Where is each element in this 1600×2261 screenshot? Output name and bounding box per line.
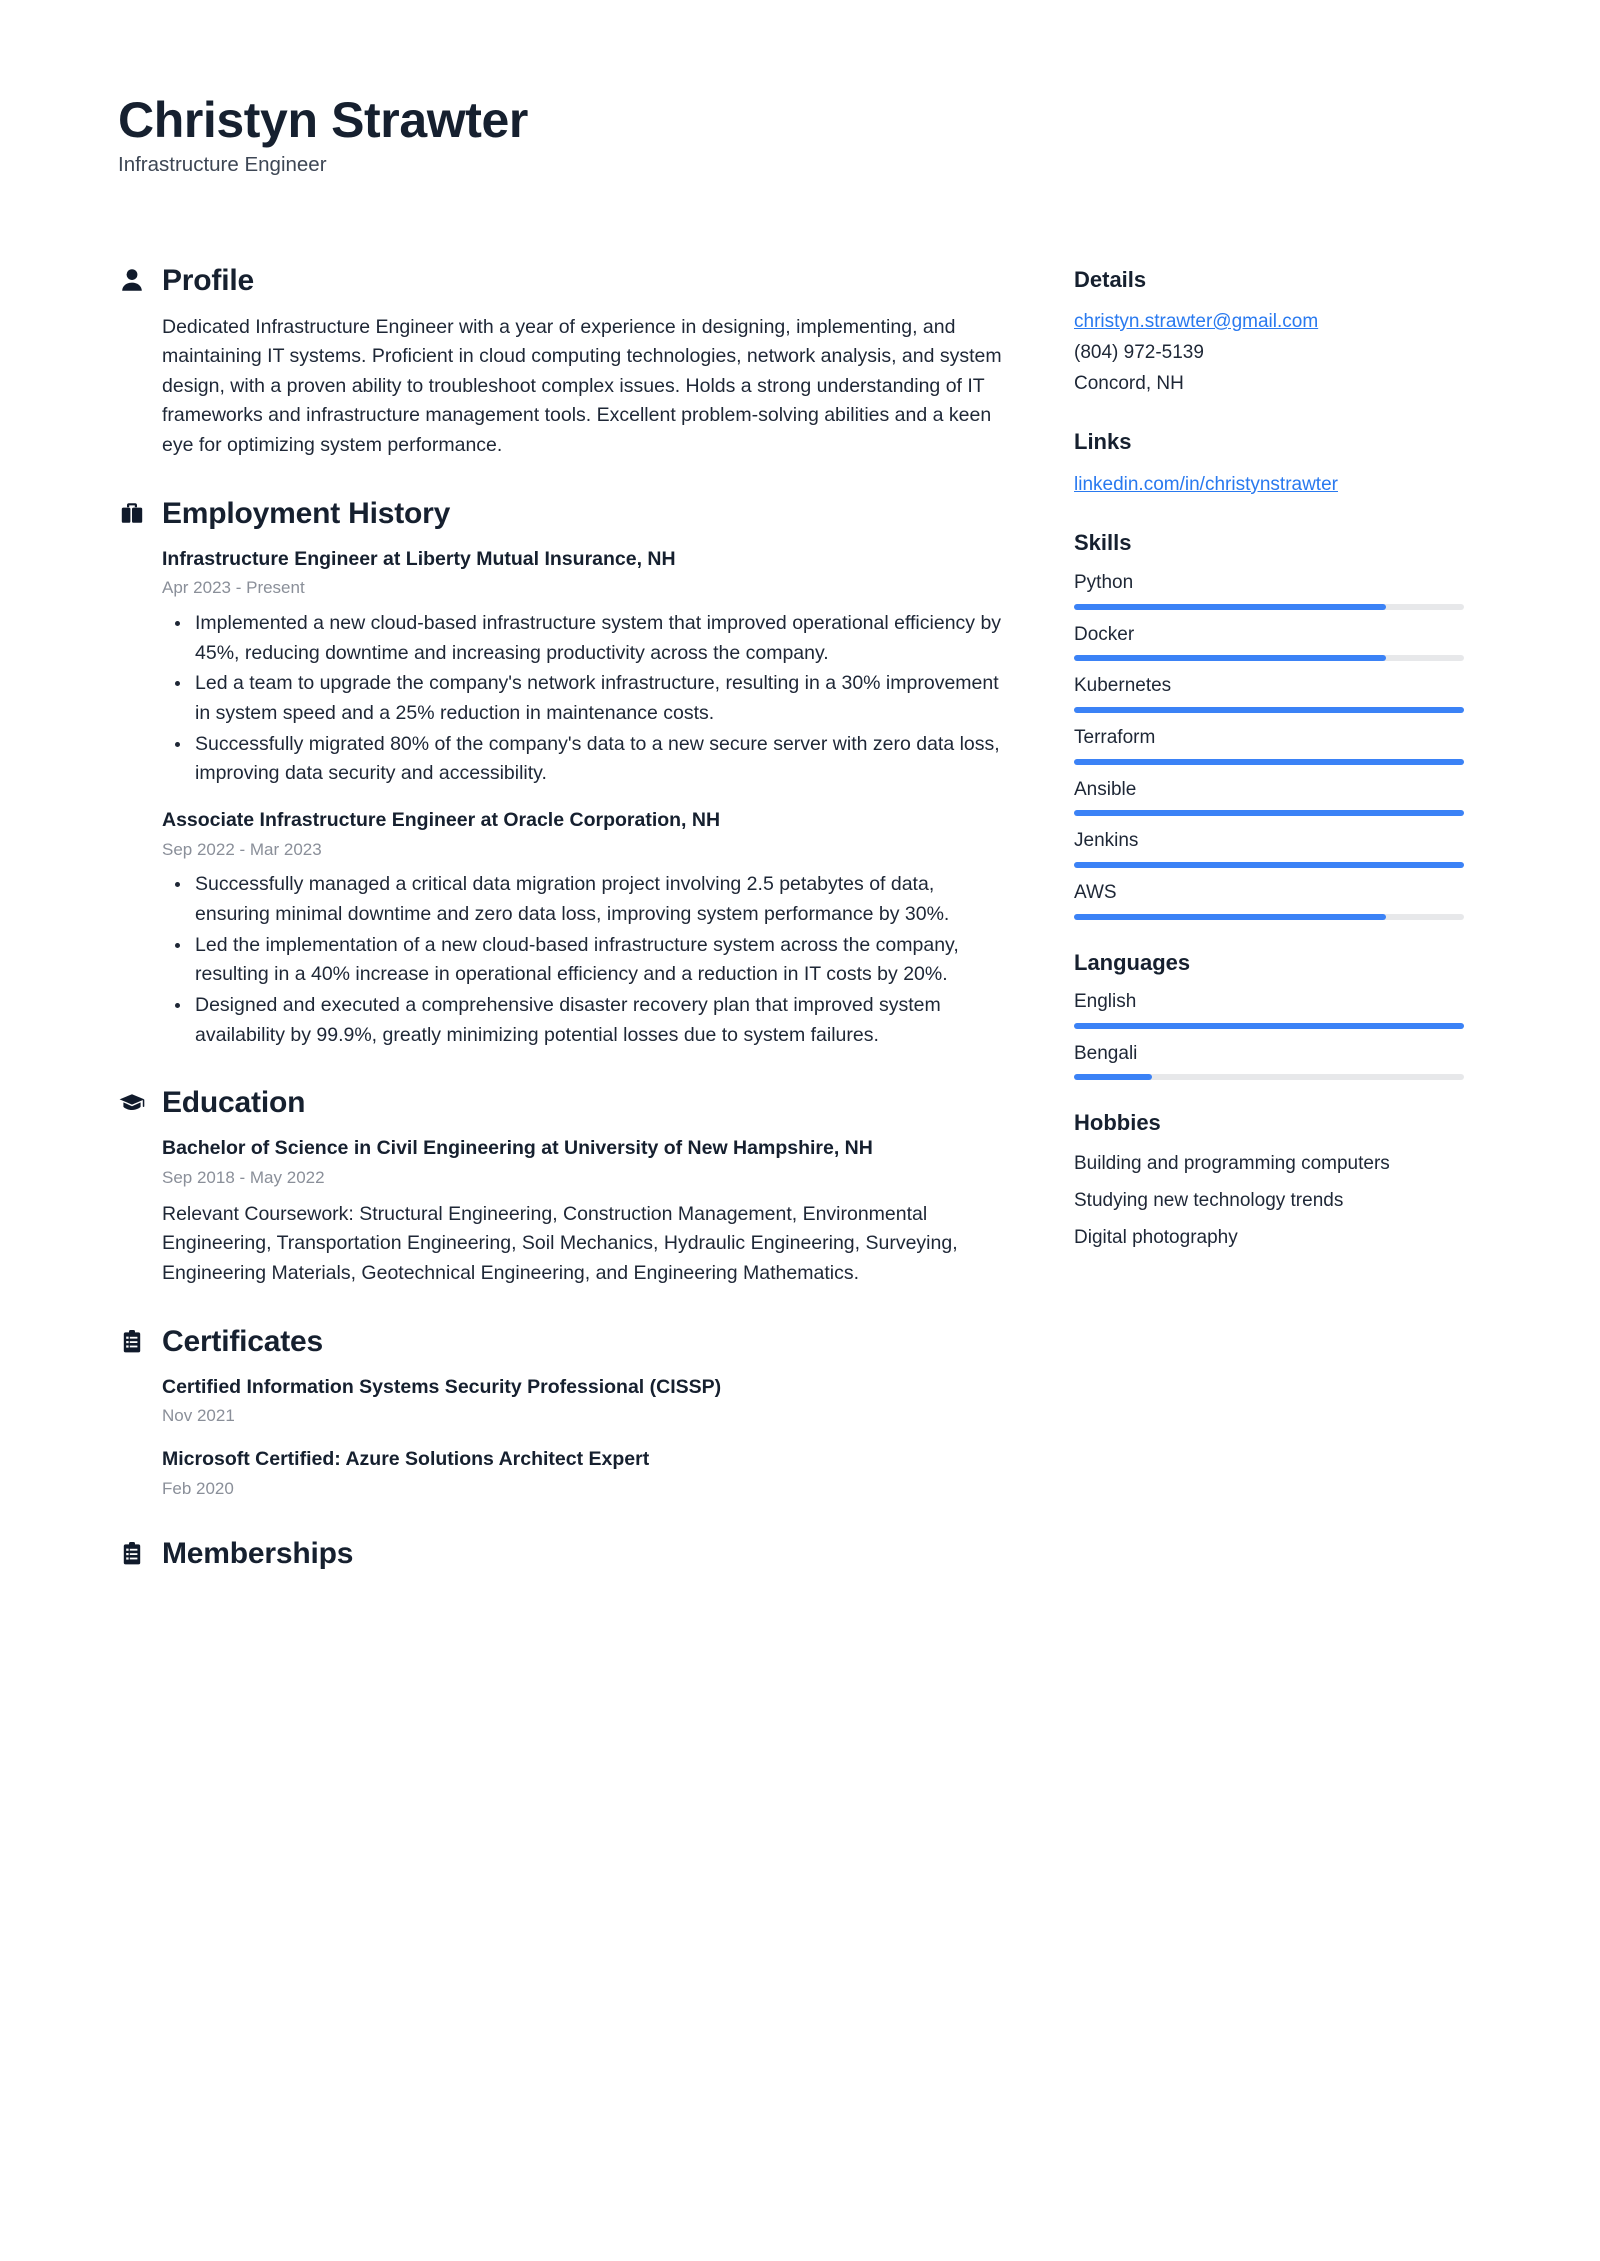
language-bar-fill [1074, 1023, 1464, 1029]
sidebar-links [1074, 429, 1464, 500]
skill-label: Ansible [1074, 778, 1137, 800]
main-column [118, 264, 1008, 1606]
skill-bar-track [1074, 810, 1464, 816]
linkedin-link[interactable]: linkedin.com/in/christynstrawter [1074, 473, 1338, 495]
skill-row [1074, 881, 1464, 920]
hobby-item: Studying new technology trends [1074, 1190, 1344, 1212]
skill-label: AWS [1074, 881, 1117, 903]
skill-label: Terraform [1074, 726, 1156, 748]
skill-bar-track [1074, 914, 1464, 920]
section-education-header [118, 1086, 1008, 1119]
hobby-item: Building and programming computers [1074, 1152, 1390, 1174]
sidebar-languages [1074, 950, 1464, 1081]
skill-bar-fill [1074, 707, 1464, 713]
section-employment-title: Employment History [162, 496, 451, 530]
section-employment-header [118, 497, 1008, 530]
candidate-job-title: Infrastructure Engineer [118, 153, 327, 176]
skill-label: Jenkins [1074, 830, 1139, 852]
resume-body [118, 264, 1482, 1606]
language-bar-track [1074, 1023, 1464, 1029]
sidebar-languages-title: Languages [1074, 949, 1191, 975]
skill-bar-track [1074, 759, 1464, 765]
skill-bar-fill [1074, 810, 1464, 816]
skill-label: Python [1074, 571, 1134, 593]
language-bar-track [1074, 1074, 1464, 1080]
language-label: English [1074, 991, 1137, 1013]
skill-bar-track [1074, 655, 1464, 661]
certificate-entry-date: Nov 2021 [162, 1406, 235, 1426]
education-entry-date: Sep 2018 - May 2022 [162, 1167, 325, 1187]
language-bar-fill [1074, 1074, 1152, 1080]
employment-entry-date: Sep 2022 - Mar 2023 [162, 839, 322, 859]
location-text: Concord, NH [1074, 372, 1184, 394]
section-education [118, 1086, 1008, 1288]
certificate-entry-title: Microsoft Certified: Azure Solutions Architect Expert [162, 1448, 650, 1471]
email-link[interactable]: christyn.strawter@gmail.com [1074, 310, 1319, 332]
sidebar-hobbies [1074, 1110, 1464, 1251]
section-memberships-header [118, 1537, 1008, 1570]
skill-bar-fill [1074, 914, 1386, 920]
employment-entry-title: Associate Infrastructure Engineer at Oracle Corporation, NH [162, 808, 721, 831]
certificate-entry [162, 1446, 1008, 1500]
sidebar-column [1074, 264, 1464, 1282]
section-memberships [118, 1537, 1008, 1570]
education-entry [162, 1135, 1008, 1288]
section-employment [118, 497, 1008, 1050]
sidebar-skills [1074, 530, 1464, 919]
skill-row [1074, 571, 1464, 610]
list-item: Led a team to upgrade the company's network infrastructure, resulting in a 30% improvement in system speed and a 25% reduction in maintenance costs. [162, 669, 1008, 728]
education-entry-description: Relevant Coursework: Structural Engineering, Construction Management, Environmental Engineering, Transportation Engineering, Soil Mechanics, Hydraulic Engineering, Surveying, Engineering Materials, Geotechnical Engineering, and Engineering Mathematics. [162, 1202, 958, 1284]
skill-row [1074, 674, 1464, 713]
education-entry-title: Bachelor of Science in Civil Engineering at University of New Hampshire, NH [162, 1137, 873, 1160]
certificate-entry [162, 1374, 1008, 1428]
sidebar-hobbies-title: Hobbies [1074, 1110, 1161, 1136]
list-item: Successfully managed a critical data migration project involving 2.5 petabytes of data, ensuring minimal downtime and zero data loss, improving system performance by 30%. [162, 870, 1008, 929]
skill-row [1074, 726, 1464, 765]
skill-bar-track [1074, 707, 1464, 713]
section-profile [118, 264, 1008, 461]
section-certificates-title: Certificates [162, 1324, 324, 1358]
sidebar-skills-title: Skills [1074, 530, 1132, 556]
employment-entry-bullets [162, 609, 1008, 789]
clipboard-icon [118, 1327, 146, 1355]
section-employment-body [118, 546, 1008, 1050]
section-certificates-header [118, 1325, 1008, 1358]
section-certificates-body [118, 1374, 1008, 1501]
skill-label: Docker [1074, 623, 1135, 645]
skill-bar-fill [1074, 655, 1386, 661]
sidebar-details-title: Details [1074, 266, 1147, 292]
section-education-title: Education [162, 1086, 306, 1120]
employment-entry [162, 546, 1008, 789]
section-profile-body [118, 313, 1008, 461]
skill-row [1074, 778, 1464, 817]
section-education-body [118, 1135, 1008, 1288]
phone-text: (804) 972-5139 [1074, 341, 1204, 363]
candidate-name: Christyn Strawter [118, 92, 528, 148]
skill-row [1074, 829, 1464, 868]
employment-entry [162, 807, 1008, 1050]
person-icon [118, 266, 146, 294]
skill-bar-fill [1074, 759, 1464, 765]
skill-bar-fill [1074, 862, 1464, 868]
graduation-cap-icon [118, 1089, 146, 1117]
section-profile-title: Profile [162, 263, 254, 297]
skill-bar-fill [1074, 604, 1386, 610]
briefcase-icon [118, 499, 146, 527]
profile-text: Dedicated Infrastructure Engineer with a year of experience in designing, implementing, and maintaining IT systems. Proficient in cloud computing technologies, network analysis, and system design, with a proven ability to troubleshoot complex issues. Holds a strong understanding of IT frameworks and infrastructure management tools. Excellent problem-solving abilities and a keen eye for optimizing system performance. [162, 315, 1002, 457]
skill-bar-track [1074, 862, 1464, 868]
sidebar-links-title: Links [1074, 429, 1132, 455]
sidebar-details [1074, 267, 1464, 400]
hobby-item: Digital photography [1074, 1227, 1238, 1249]
employment-entry-date: Apr 2023 - Present [162, 578, 305, 598]
employment-entry-title: Infrastructure Engineer at Liberty Mutual Insurance, NH [162, 547, 676, 570]
language-row [1074, 1042, 1464, 1081]
language-row [1074, 990, 1464, 1029]
list-item: Implemented a new cloud-based infrastructure system that improved operational efficiency by 45%, reducing downtime and increasing productivity across the company. [162, 609, 1008, 668]
employment-entry-bullets [162, 870, 1008, 1050]
certificate-entry-title: Certified Information Systems Security Professional (CISSP) [162, 1375, 722, 1398]
section-certificates [118, 1325, 1008, 1501]
list-item: Successfully migrated 80% of the company's data to a new secure server with zero data loss, improving data security and accessibility. [162, 730, 1008, 789]
skill-label: Kubernetes [1074, 675, 1172, 697]
resume-header [118, 92, 1482, 178]
list-item: Designed and executed a comprehensive disaster recovery plan that improved system availability by 99.9%, greatly minimizing potential losses due to system failures. [162, 991, 1008, 1050]
section-profile-header [118, 264, 1008, 297]
certificate-entry-date: Feb 2020 [162, 1478, 234, 1498]
skill-row [1074, 623, 1464, 662]
language-label: Bengali [1074, 1042, 1138, 1064]
clipboard-icon [118, 1539, 146, 1567]
skill-bar-track [1074, 604, 1464, 610]
list-item: Led the implementation of a new cloud-based infrastructure system across the company, resulting in a 40% increase in operational efficiency and a reduction in IT costs by 20%. [162, 931, 1008, 990]
section-memberships-title: Memberships [162, 1536, 354, 1570]
